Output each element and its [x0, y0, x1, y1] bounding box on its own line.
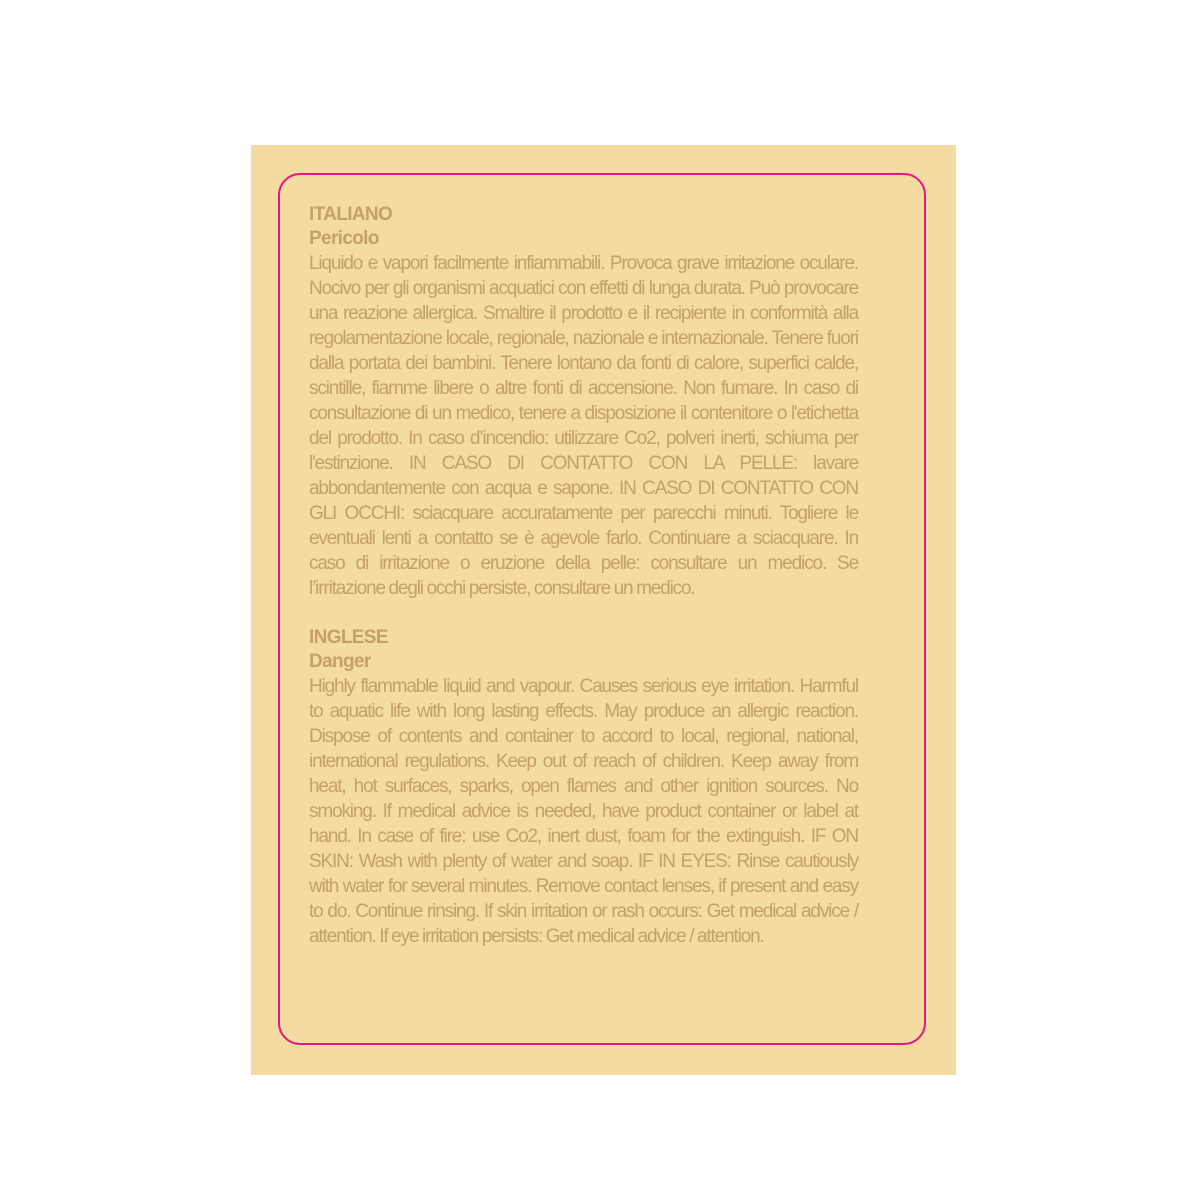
hazard-text: Highly flammable liquid and vapour. Causes serious eye irritation. Harmful to aquatic life with long lasting effects. May produce an allergic reaction. Dispose of contents and container to accord to local, regional, national, international regulations. Keep out of reach of children. Keep away from heat, hot surfaces, sparks, open flames and other ignition sources. No smoking. If medical advice is needed, have product container or label at hand. In case of fire: use Co2, inert dust, foam for the extinguish. IF ON SKIN: Wash with plenty of water and soap. IF IN EYES: Rinse cautiously with water for several minutes. Remove contact lenses, if present and easy to do. Continue rinsing. If skin irritation or rash occurs: Get medical advice / attention. If eye irritation persists: Get medical advice / attention.	[309, 676, 858, 947]
language-heading: INGLESE	[309, 627, 388, 648]
section-english	[309, 626, 858, 949]
signal-word: Danger	[309, 651, 371, 672]
section-italian	[309, 203, 858, 601]
language-heading: ITALIANO	[309, 204, 393, 225]
hazard-text: Liquido e vapori facilmente infiammabili. Provoca grave irritazione oculare. Nocivo per gli organismi acquatici con effetti di lunga durata. Può provocare una reazione allergica. Smaltire il prodotto e il recipiente in conformità alla regolamentazione locale, regionale, nazionale e internazionale. Tenere fuori dalla portata dei bambini. Tenere lontano da fonti di calore, superfici calde, scintille, fiamme libere o altre fonti di accensione. Non fumare. In caso di consultazione di un medico, tenere a disposizione il contenitore o l'etichetta del prodotto. In caso d’incendio: utilizzare Co2, polveri inerti, schiuma per l'estinzione. IN CASO DI CONTATTO CON LA PELLE: lavare abbondantemente con acqua e sapone. IN CASO DI CONTATTO CON GLI OCCHI: sciacquare accuratamente per parecchi minuti. Togliere le eventuali lenti a contatto se è agevole farlo. Continuare a sciacquare. In caso di irritazione o eruzione della pelle: consultare un medico. Se l’irritazione degli occhi persiste, consultare un medico.	[309, 253, 858, 599]
signal-word: Pericolo	[309, 228, 379, 249]
product-label	[251, 145, 956, 1075]
label-content	[309, 203, 858, 949]
